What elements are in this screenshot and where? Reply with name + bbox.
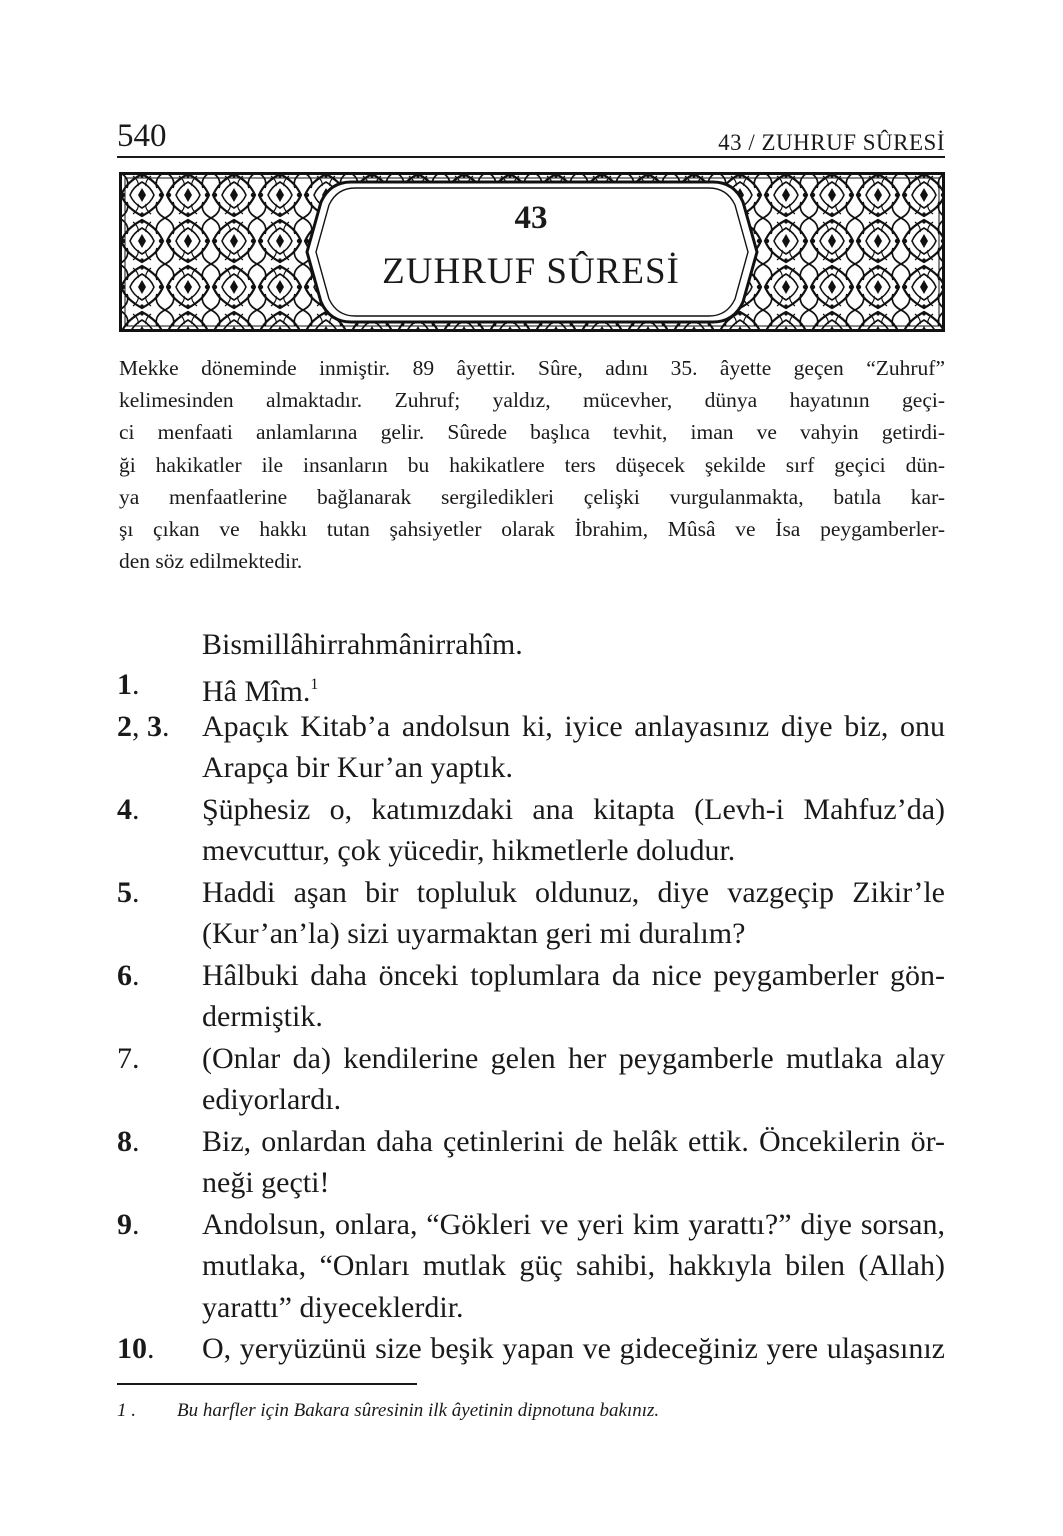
verse-line: (Onlar da) kendilerine gelen her peygamberle mutlaka alay (202, 1041, 945, 1075)
verse-number: 6. (117, 958, 140, 992)
footnote-number: 1 . (117, 1400, 136, 1421)
verse-list (117, 664, 945, 1370)
verse-text (202, 955, 945, 1038)
verse-line: neği geçti! (202, 1166, 330, 1199)
intro-line: kelimesinden almaktadır. Zuhruf; yaldız, mücevher, dünya hayatının geçi- (119, 388, 945, 413)
verse-line: O, yeryüzünü size beşik yapan ve gideceğiniz yere ulaşasınız (202, 1332, 945, 1365)
running-head: 43 / ZUHRUF SÛRESİ (718, 130, 945, 155)
verse-number: 9. (117, 1207, 140, 1241)
verse-number: 4. (117, 792, 140, 826)
header-rule (117, 156, 945, 158)
basmala: Bismillâhirrahmânirrahîm. (202, 628, 523, 661)
verse-text (202, 1204, 945, 1329)
verse-text (202, 1038, 945, 1121)
verse-text (202, 1328, 945, 1370)
verse-number: 7. (117, 1041, 140, 1075)
footnote-text: Bu harfler için Bakara sûresinin ilk âyetinin dipnotuna bakınız. (177, 1400, 660, 1421)
surah-banner (119, 172, 945, 332)
verse-line: Haddi aşan bir topluluk oldunuz, diye vazgeçip Zikir’le (202, 875, 945, 909)
verse-text (202, 706, 945, 789)
banner-text (382, 172, 680, 332)
verse-text (202, 1121, 945, 1204)
verse-text (202, 872, 945, 955)
verse-line: mevcuttur, çok yücedir, hikmetlerle doludur. (202, 834, 736, 867)
intro-line: ya menfaatlerine bağlanarak sergiledikleri çelişki vurgulanmakta, batıla kar- (119, 484, 945, 509)
footnote-rule (117, 1383, 417, 1385)
verse-text (202, 789, 945, 872)
verse (117, 1121, 945, 1204)
verse-number: 2, 3. (117, 709, 170, 743)
intro-line: şı çıkan ve hakkı tutan şahsiyetler olarak İbrahim, Mûsâ ve İsa peygamberler- (119, 516, 945, 541)
surah-number: 43 (514, 200, 548, 236)
verse-line: Hâ Mîm.$^1$ (202, 675, 319, 708)
verse-line: ediyorlardı. (202, 1083, 342, 1116)
intro-line: ği hakikatler ile insanların bu hakikatlere ters düşecek şekilde sırf geçici dün- (119, 452, 945, 477)
footnote (117, 1398, 659, 1424)
intro-line: den söz edilmektedir. (119, 549, 303, 574)
surah-title: ZUHRUF SÛRESİ (382, 251, 680, 292)
verse-line: Biz, onlardan daha çetinlerini de helâk ettik. Öncekilerin ör- (202, 1124, 945, 1158)
verse-line: Hâlbuki daha önceki toplumlara da nice peygamberler gön- (202, 958, 945, 992)
verse-line: mutlaka, “Onları mutlak güç sahibi, hakkıyla bilen (Allah) (202, 1249, 945, 1282)
verse (117, 1204, 945, 1329)
verse-line: yarattı” diyeceklerdir. (202, 1290, 464, 1324)
verse (117, 789, 945, 872)
verse (117, 706, 945, 789)
footnote-reference[interactable]: 1 (310, 676, 319, 693)
verse (117, 955, 945, 1038)
verse-line: Arapça bir Kur’an yaptık. (202, 751, 513, 784)
intro-line: Mekke döneminde inmiştir. 89 âyettir. Sûre, adını 35. âyette geçen “Zuhruf” (119, 356, 945, 380)
intro-paragraph (119, 352, 945, 577)
verse-number: 10. (117, 1332, 155, 1365)
verse-line: Andolsun, onlara, “Gökleri ve yeri kim yarattı?” diye sorsan, (202, 1207, 945, 1241)
page-number: 540 (117, 118, 167, 154)
verse (117, 664, 945, 706)
verse (117, 1328, 945, 1370)
verse-number: 1. (117, 668, 140, 701)
verse-text (202, 664, 945, 706)
verse-number: 8. (117, 1124, 140, 1158)
verse-line: Şüphesiz o, katımızdaki ana kitapta (Levh-i Mahfuz’da) (202, 792, 945, 826)
verse-number: 5. (117, 875, 140, 909)
verse-line: (Kur’an’la) sizi uyarmaktan geri mi duralım? (202, 917, 746, 950)
verse (117, 1038, 945, 1121)
intro-line: ci menfaati anlamlarına gelir. Sûrede başlıca tevhit, iman ve vahyin getirdi- (119, 420, 945, 445)
verse (117, 872, 945, 955)
verse-line: Apaçık Kitab’a andolsun ki, iyice anlayasınız diye biz, onu (202, 709, 945, 743)
verse-line: dermiştik. (202, 1000, 323, 1033)
